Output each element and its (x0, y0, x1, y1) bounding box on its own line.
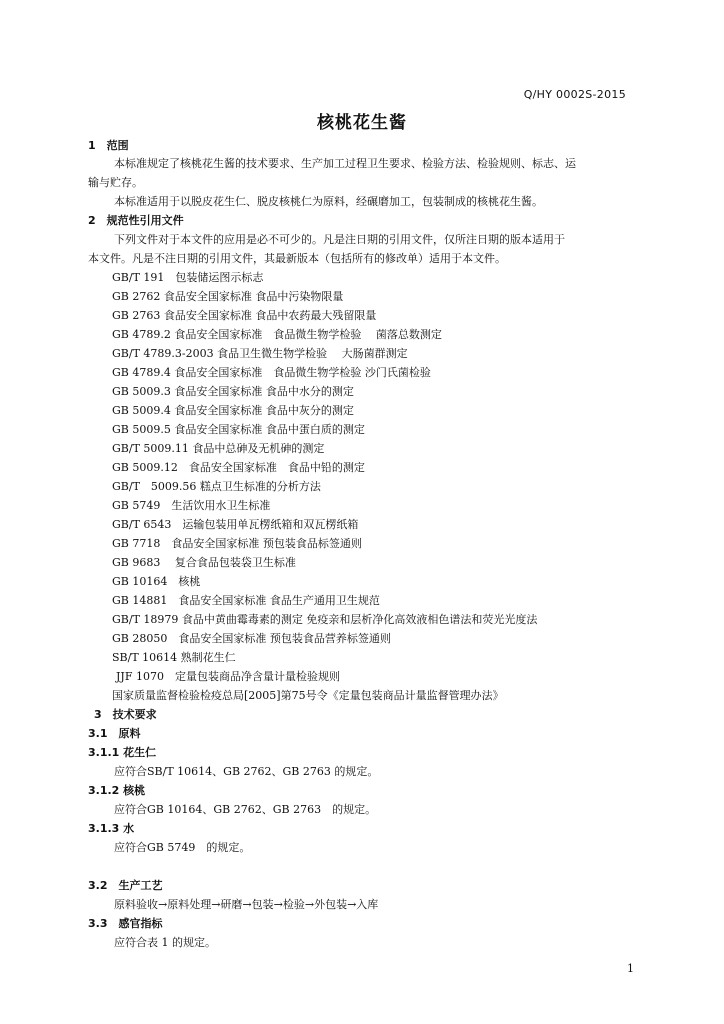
reference-item: GB 2762 食品安全国家标准 食品中污染物限量 (112, 290, 344, 303)
reference-item: GB 4789.2 食品安全国家标准 食品微生物学检验 菌落总数测定 (112, 328, 442, 341)
section-3-1-1-text: 应符合SB/T 10614、GB 2762、GB 2763 的规定。 (114, 765, 379, 778)
section-1-paragraph-2: 本标准适用于以脱皮花生仁、脱皮核桃仁为原料，经碾磨加工，包装制成的核桃花生酱。 (114, 195, 543, 208)
section-2-paragraph-1a: 下列文件对于本文件的应用是必不可少的。凡是注日期的引用文件，仅所注日期的版本适用于 (114, 233, 565, 246)
standard-code: Q/HY 0002S-2015 (523, 88, 626, 101)
section-2-paragraph-1b: 本文件。凡是不注日期的引用文件，其最新版本（包括所有的修改单）适用于本文件。 (88, 252, 506, 265)
reference-item: GB 5009.5 食品安全国家标准 食品中蛋白质的测定 (112, 423, 365, 436)
reference-item: GB 5749 生活饮用水卫生标准 (112, 499, 271, 512)
reference-item: 国家质量监督检验检疫总局[2005]第75号令《定量包装商品计量监督管理办法》 (112, 689, 504, 702)
reference-item: GB 2763 食品安全国家标准 食品中农药最大残留限量 (112, 309, 377, 322)
reference-item: GB 7718 食品安全国家标准 预包装食品标签通则 (112, 537, 362, 550)
reference-item: GB 5009.3 食品安全国家标准 食品中水分的测定 (112, 385, 354, 398)
section-3-heading: 3 技术要求 (94, 708, 157, 721)
reference-item: GB/T 18979 食品中黄曲霉毒素的测定 免疫亲和层析净化高效液相色谱法和荧光光度法 (112, 613, 538, 626)
section-3-1-2-text: 应符合GB 10164、GB 2762、GB 2763 的规定。 (114, 803, 377, 816)
section-2-heading: 2 规范性引用文件 (88, 214, 184, 227)
section-3-1-2-heading: 3.1.2 核桃 (88, 784, 146, 797)
section-3-3-text: 应符合表 1 的规定。 (114, 936, 216, 949)
section-3-3-heading: 3.3 感官指标 (88, 917, 163, 930)
reference-item: JJF 1070 定量包装商品净含量计量检验规则 (116, 670, 340, 683)
reference-item: SB/T 10614 熟制花生仁 (112, 651, 236, 664)
reference-item: GB 28050 食品安全国家标准 预包装食品营养标签通则 (112, 632, 391, 645)
section-3-1-3-text: 应符合GB 5749 的规定。 (114, 841, 251, 854)
section-3-1-heading: 3.1 原料 (88, 727, 141, 740)
section-3-2-heading: 3.2 生产工艺 (88, 879, 163, 892)
section-3-2-text: 原料验收→原料处理→研磨→包装→检验→外包装→入库 (114, 898, 379, 911)
section-1-paragraph-1b: 输与贮存。 (88, 176, 143, 189)
reference-item: GB 10164 核桃 (112, 575, 201, 588)
section-3-1-1-heading: 3.1.1 花生仁 (88, 746, 157, 759)
section-3-1-3-heading: 3.1.3 水 (88, 822, 135, 835)
reference-item: GB/T 6543 运输包装用单瓦楞纸箱和双瓦楞纸箱 (112, 518, 359, 531)
reference-item: GB 9683 复合食品包装袋卫生标准 (112, 556, 296, 569)
reference-item: GB/T 191 包装储运图示标志 (112, 271, 264, 284)
reference-item: GB 5009.12 食品安全国家标准 食品中铅的测定 (112, 461, 365, 474)
document-title: 核桃花生酱 (317, 113, 407, 133)
reference-item: GB/T 5009.11 食品中总砷及无机砷的测定 (112, 442, 325, 455)
section-1-heading: 1 范围 (88, 139, 129, 152)
reference-item: GB 14881 食品安全国家标准 食品生产通用卫生规范 (112, 594, 380, 607)
reference-item: GB 5009.4 食品安全国家标准 食品中灰分的测定 (112, 404, 354, 417)
reference-item: GB 4789.4 食品安全国家标准 食品微生物学检验 沙门氏菌检验 (112, 366, 431, 379)
reference-item: GB/T 5009.56 糕点卫生标准的分析方法 (112, 480, 321, 493)
page-number: 1 (627, 962, 634, 975)
reference-item: GB/T 4789.3-2003 食品卫生微生物学检验 大肠菌群测定 (112, 347, 408, 360)
section-1-paragraph-1a: 本标准规定了核桃花生酱的技术要求、生产加工过程卫生要求、检验方法、检验规则、标志、运 (114, 157, 576, 170)
